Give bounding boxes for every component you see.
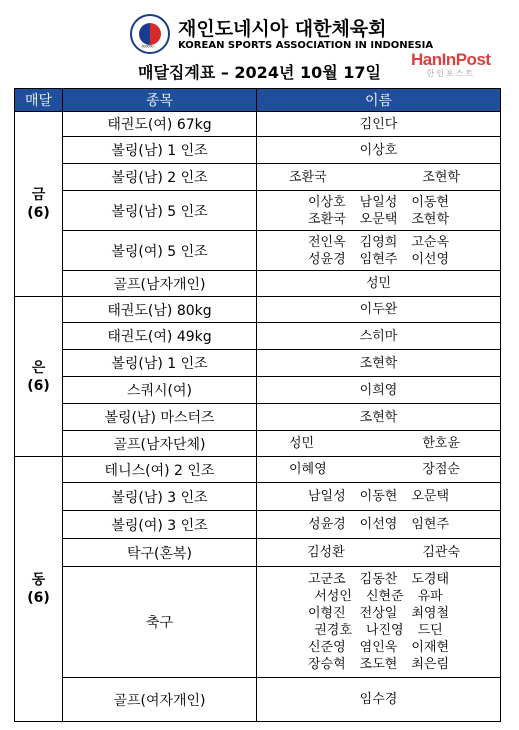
table-row <box>15 323 501 350</box>
athlete-name: 김성환 <box>307 545 345 560</box>
athlete-name: 김관숙 <box>422 545 460 560</box>
table-row <box>15 678 501 722</box>
athlete-names <box>257 539 501 567</box>
table-row <box>15 511 501 539</box>
athlete-name: 드딘 <box>417 623 443 638</box>
athlete-names <box>257 511 501 539</box>
athlete-name: 도경태 <box>411 572 450 587</box>
athlete-name: 권경호 <box>314 623 352 638</box>
header-medal: 매달 <box>15 89 63 112</box>
table-row <box>15 297 501 323</box>
athlete-name: 조현학 <box>422 169 460 185</box>
athlete-name: 조환국 <box>307 211 346 227</box>
athlete-name: 나진영 <box>365 623 404 638</box>
table-row <box>15 431 501 457</box>
athlete-name: 전상일 <box>359 606 398 621</box>
medal-group-bronze <box>15 457 63 722</box>
athlete-name: 임수경 <box>359 692 398 707</box>
athlete-name: 김영희 <box>359 234 398 250</box>
athlete-names <box>257 431 501 457</box>
athlete-name: 성윤경 <box>307 251 346 267</box>
medal-label: 금 <box>31 187 46 203</box>
athlete-name: 한호윤 <box>422 436 460 451</box>
table-row <box>15 539 501 567</box>
table-row <box>15 191 501 231</box>
athlete-name: 이동현 <box>359 489 398 504</box>
athlete-names <box>257 112 501 137</box>
medal-count: (6) <box>27 590 50 606</box>
athlete-name: 최은림 <box>411 657 450 672</box>
athlete-name: 이재현 <box>411 640 450 655</box>
event-name: 볼링(남) 3 인조 <box>63 483 257 511</box>
table-row <box>15 377 501 404</box>
event-name: 골프(남자단체) <box>63 431 257 457</box>
athlete-name: 임현주 <box>411 517 450 532</box>
athlete-names <box>257 191 501 231</box>
event-name: 볼링(남) 1 인조 <box>63 350 257 377</box>
event-name: 볼링(여) 3 인조 <box>63 511 257 539</box>
table-row <box>15 567 501 678</box>
athlete-names <box>257 678 501 722</box>
event-name: 테니스(여) 2 인조 <box>63 457 257 483</box>
organization-name-korean: 재인도네시아 대한체육회 <box>178 18 387 40</box>
athlete-name: 성민 <box>289 436 315 451</box>
athlete-name: 이동현 <box>411 194 450 210</box>
athlete-names <box>257 231 501 271</box>
athlete-name: 김인다 <box>359 116 398 132</box>
brand-watermark <box>411 50 491 79</box>
athlete-name: 이상호 <box>359 142 398 158</box>
athlete-names <box>257 377 501 404</box>
athlete-name: 이희영 <box>359 382 398 398</box>
brand-name: HanInPost <box>411 50 491 69</box>
athlete-name: 최영철 <box>411 606 450 621</box>
medal-group-gold <box>15 112 63 297</box>
association-logo-icon: ∞∞∞ <box>130 14 170 54</box>
athlete-name: 고순옥 <box>411 234 450 250</box>
athlete-name: 조현학 <box>411 211 450 227</box>
athlete-name: 스히마 <box>359 328 398 344</box>
organization-name-english: KOREAN SPORTS ASSOCIATION IN INDONESIA <box>178 40 434 51</box>
athlete-name: 임현주 <box>359 251 398 267</box>
table-row <box>15 137 501 164</box>
athlete-name: 남일성 <box>359 194 398 210</box>
athlete-name: 김동찬 <box>359 572 398 587</box>
athlete-name: 오문택 <box>411 489 450 504</box>
event-name: 태권도(남) 80kg <box>63 297 257 323</box>
athlete-name: 이선영 <box>359 517 398 532</box>
medal-group-silver <box>15 297 63 457</box>
table-row <box>15 404 501 431</box>
athlete-name: 이상호 <box>307 194 346 210</box>
athlete-name: 조도현 <box>359 657 398 672</box>
athlete-name: 조현학 <box>359 355 398 371</box>
athlete-names <box>257 271 501 297</box>
event-name: 탁구(혼복) <box>63 539 257 567</box>
medal-table <box>14 88 501 722</box>
table-header-row <box>15 89 501 112</box>
table-row <box>15 231 501 271</box>
brand-subtitle: 한인포스트 <box>426 69 476 78</box>
event-name: 태권도(여) 67kg <box>63 112 257 137</box>
athlete-names <box>257 457 501 483</box>
medal-count: (6) <box>27 377 50 394</box>
athlete-name: 남일성 <box>307 489 346 504</box>
athlete-name: 신준영 <box>307 640 346 655</box>
athlete-name: 고군조 <box>307 572 346 587</box>
event-name: 볼링(남) 5 인조 <box>63 191 257 231</box>
athlete-names <box>257 483 501 511</box>
event-name: 골프(남자개인) <box>63 271 257 297</box>
athlete-name: 조현학 <box>359 409 398 425</box>
athlete-name: 이선영 <box>411 251 450 267</box>
athlete-names <box>257 297 501 323</box>
medal-label: 동 <box>31 572 46 588</box>
athlete-names <box>257 567 501 678</box>
athlete-names <box>257 350 501 377</box>
medal-count: (6) <box>27 205 50 221</box>
event-name: 스쿼시(여) <box>63 377 257 404</box>
athlete-name: 염인욱 <box>359 640 398 655</box>
event-name: 볼링(남) 마스터즈 <box>63 404 257 431</box>
athlete-names <box>257 137 501 164</box>
event-name: 볼링(여) 5 인조 <box>63 231 257 271</box>
header-event: 종목 <box>63 89 257 112</box>
athlete-name: 서성인 <box>314 589 352 604</box>
athlete-name: 조환국 <box>289 169 327 185</box>
event-name: 태권도(여) 49kg <box>63 323 257 350</box>
athlete-name: 오문택 <box>359 211 398 227</box>
table-row <box>15 457 501 483</box>
athlete-names <box>257 404 501 431</box>
report-title: 매달집계표 – 2024년 10월 17일 <box>138 63 381 82</box>
report-header <box>0 0 519 84</box>
athlete-name: 이형진 <box>307 606 346 621</box>
table-row <box>15 164 501 191</box>
athlete-name: 성민 <box>365 276 392 291</box>
athlete-name: 성윤경 <box>307 517 346 532</box>
athlete-name: 장승혁 <box>307 657 346 672</box>
medal-label: 은 <box>31 359 46 376</box>
athlete-name: 전인옥 <box>307 234 346 250</box>
event-name: 볼링(남) 2 인조 <box>63 164 257 191</box>
athlete-names <box>257 164 501 191</box>
event-name: 볼링(남) 1 인조 <box>63 137 257 164</box>
header-names: 이름 <box>257 89 501 112</box>
table-row <box>15 483 501 511</box>
athlete-name: 유파 <box>417 589 443 604</box>
event-name: 축구 <box>63 567 257 678</box>
athlete-name: 신현준 <box>365 589 404 604</box>
table-row <box>15 350 501 377</box>
table-row <box>15 271 501 297</box>
event-name: 골프(여자개인) <box>63 678 257 722</box>
athlete-name: 장점순 <box>422 462 460 477</box>
athlete-name: 이혜영 <box>289 462 327 477</box>
athlete-name: 이두완 <box>359 302 398 317</box>
table-row <box>15 112 501 137</box>
athlete-names <box>257 323 501 350</box>
